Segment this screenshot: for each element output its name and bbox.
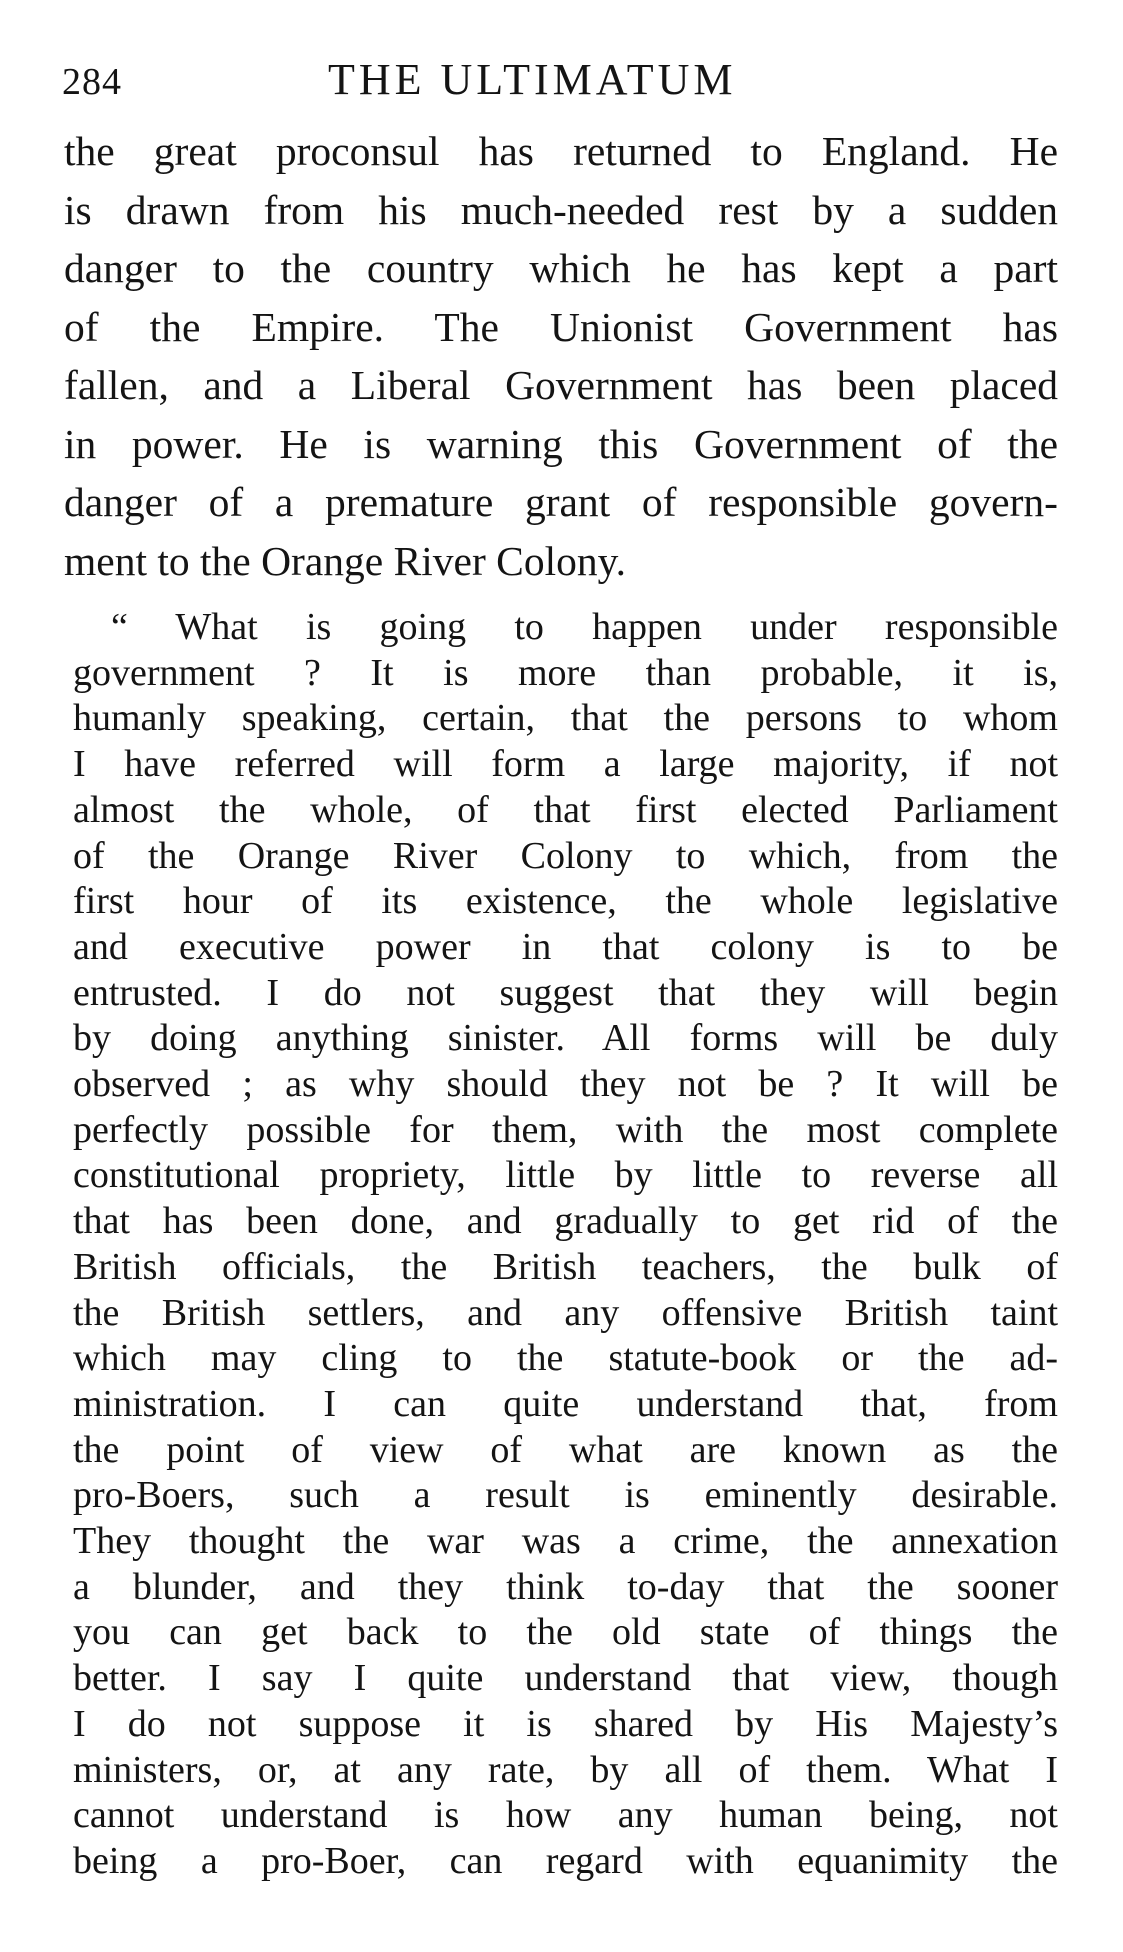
quote-line: British officials, the British teachers, the bulk of — [73, 1245, 1058, 1288]
quote-line: first hour of its existence, the whole legislative — [73, 880, 1058, 923]
quote-line: the point of view of what are known as the — [73, 1428, 1058, 1471]
page-number: 284 — [62, 61, 122, 103]
quote-line: the British settlers, and any offensive British taint — [73, 1291, 1058, 1334]
body-line: the great proconsul has returned to England. He — [64, 128, 1058, 174]
quote-line: constitutional propriety, little by little to reverse all — [73, 1154, 1058, 1197]
quote-line: which may cling to the statute-book or the ad- — [73, 1337, 1058, 1380]
quote-line: being a pro-Boer, can regard with equanimity the — [73, 1839, 1058, 1882]
quote-line: cannot understand is how any human being, not — [73, 1794, 1058, 1837]
quote-line: pro-Boers, such a result is eminently desirable. — [73, 1474, 1058, 1517]
quote-line: I do not suppose it is shared by His Majesty’s — [73, 1702, 1058, 1745]
body-line: fallen, and a Liberal Government has been placed — [64, 362, 1058, 408]
quote-line: government ? It is more than probable, it is, — [73, 651, 1058, 694]
body-paragraph — [64, 122, 1058, 590]
quote-line: observed ; as why should they not be ? It will be — [73, 1063, 1058, 1106]
quote-line: perfectly possible for them, with the most complete — [73, 1108, 1058, 1151]
quote-line: by doing anything sinister. All forms will be duly — [73, 1017, 1058, 1060]
quote-line: ministration. I can quite understand that, from — [73, 1382, 1058, 1425]
quote-line: better. I say I quite understand that view, though — [73, 1657, 1058, 1700]
quote-line: almost the whole, of that first elected Parliament — [73, 788, 1058, 831]
quote-line: I have referred will form a large majority, if not — [73, 743, 1058, 786]
quote-line: They thought the war was a crime, the annexation — [73, 1520, 1058, 1563]
quote-line: ministers, or, at any rate, by all of them. What I — [73, 1748, 1058, 1791]
quote-line: that has been done, and gradually to get rid of the — [73, 1200, 1058, 1243]
running-title: THE ULTIMATUM — [328, 55, 737, 104]
quote-line: entrusted. I do not suggest that they will begin — [73, 971, 1058, 1014]
body-line: danger of a premature grant of responsible govern- — [64, 479, 1058, 525]
body-line: of the Empire. The Unionist Government has — [64, 303, 1058, 350]
quote-line: and executive power in that colony is to be — [73, 925, 1058, 968]
quoted-speech — [73, 605, 1058, 1885]
body-line: ment to the Orange River Colony. — [64, 537, 627, 584]
body-line: is drawn from his much-needed rest by a sudden — [64, 186, 1058, 233]
quote-line: “ What is going to happen under responsible — [111, 606, 1058, 648]
running-head — [62, 54, 1062, 114]
quote-line: you can get back to the old state of things the — [73, 1611, 1058, 1654]
body-line: danger to the country which he has kept a part — [64, 245, 1058, 291]
body-line: in power. He is warning this Government of the — [64, 420, 1058, 467]
quote-line: of the Orange River Colony to which, from the — [73, 834, 1058, 877]
quote-line: humanly speaking, certain, that the persons to whom — [73, 697, 1058, 740]
quote-line: a blunder, and they think to-day that the sooner — [73, 1565, 1058, 1608]
